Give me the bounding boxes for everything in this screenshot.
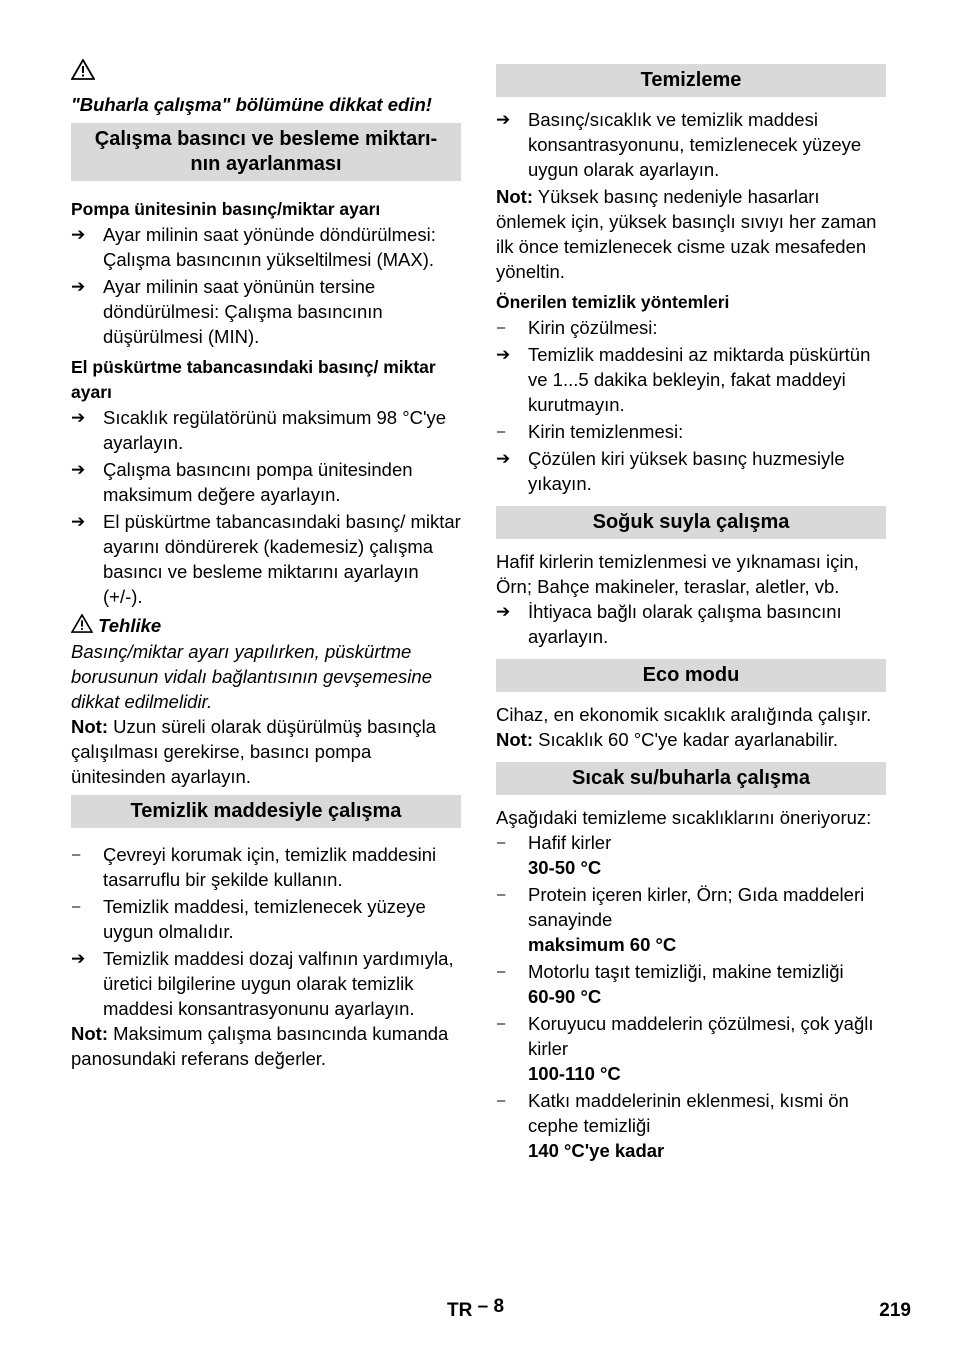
temperature-value: 60-90 °C: [528, 986, 602, 1007]
note-2: Not: Maksimum çalışma basıncında kumanda panosundaki referans değerler.: [71, 1023, 449, 1070]
list-item: ➔ Basınç/sıcaklık ve temizlik maddesi konsantrasyonunu, temizlenecek yüzeye uygun olarak ayarlayın.: [496, 109, 862, 180]
list-item: ➔ Çalışma basıncını pompa ünitesinden maksimum değere ayarlayın.: [71, 458, 413, 505]
arrow-icon: ➔: [71, 224, 86, 244]
arrow-icon: ➔: [496, 345, 511, 364]
section-title-eco-mode: Eco modu: [496, 659, 886, 692]
arrow-icon: ➔: [496, 110, 511, 129]
hot-intro: Aşağıdaki temizleme sıcaklıklarını öneriyoruz:: [496, 807, 872, 828]
temperature-value: maksimum 60 °C: [528, 934, 677, 955]
methods-heading: Önerilen temizlik yöntemleri: [496, 292, 730, 312]
section-title-hot-water: Sıcak su/buharla çalışma: [496, 762, 886, 795]
list-item: – Protein içeren kirler, Örn; Gıda maddeleri sanayinde: [497, 884, 865, 930]
warning-note: "Buharla çalışma" bölümüne dikkat edin!: [71, 93, 432, 115]
list-item: ➔ Sıcaklık regülatörünü maksimum 98 °C'ye ayarlayın.: [71, 406, 447, 453]
list-item: – Çevreyi korumak için, temizlik maddesini tasarruflu bir şekilde kullanın.: [72, 844, 437, 891]
warning-block: [71, 58, 461, 86]
dash-icon: –: [497, 1015, 506, 1032]
left-column: [71, 58, 461, 1071]
arrow-icon: ➔: [496, 602, 511, 621]
warning-triangle-icon: [71, 614, 93, 639]
arrow-icon: ➔: [71, 276, 86, 296]
arrow-icon: ➔: [71, 407, 86, 427]
dash-icon: –: [72, 846, 81, 864]
temperature-value: 140 °C'ye kadar: [528, 1140, 665, 1161]
list-item: – Kirin temizlenmesi:: [497, 421, 684, 442]
section-title-cleaning: Temizleme: [496, 64, 886, 97]
note-3: Not: Yüksek basınç nedeniyle hasarları önlemek için, yüksek basınçlı sıvıyı her zaman ilk önce temizlenecek cisme uzak mesafeden yöneltin.: [496, 186, 877, 282]
list-item: ➔ İhtiyaca bağlı olarak çalışma basıncını ayarlayın.: [496, 601, 842, 647]
cold-text: Hafif kirlerin temizlenmesi ve yıknaması için, Örn; Bahçe makineler, teraslar, aletler, vb.: [496, 551, 859, 597]
eco-text: Cihaz, en ekonomik sıcaklık aralığında çalışır.: [496, 704, 872, 725]
section-title-pressure-volume: Çalışma basıncı ve besleme miktarı- nın ayarlanması: [71, 123, 461, 181]
note-4: Not: Sıcaklık 60 °C'ye kadar ayarlanabilir.: [496, 729, 838, 750]
list-item: ➔ Çözülen kiri yüksek basınç huzmesiyle yıkayın.: [496, 448, 845, 494]
dash-icon: –: [72, 898, 81, 916]
right-column: [496, 64, 886, 1163]
arrow-icon: ➔: [496, 449, 511, 468]
dash-icon: –: [497, 423, 506, 440]
list-item: – Koruyucu maddelerin çözülmesi, çok yağlı kirler: [497, 1013, 874, 1059]
arrow-icon: ➔: [71, 459, 86, 479]
list-item: ➔ Ayar milinin saat yönünde döndürülmesi: Çalışma basıncının yükseltilmesi (MAX).: [71, 223, 436, 270]
page-number: 219: [879, 1300, 911, 1321]
list-item: ➔ Ayar milinin saat yönünün tersine döndürülmesi: Çalışma basıncının düşürülmesi (MIN).: [71, 275, 383, 347]
gun-heading: El püskürtme tabancasındaki basınç/ miktar ayarı: [71, 356, 436, 402]
arrow-icon: ➔: [71, 949, 86, 969]
list-item: – Katkı maddelerinin eklenmesi, kısmi ön cephe temizliği: [497, 1090, 849, 1136]
dash-icon: –: [497, 319, 506, 336]
list-item: – Kirin çözülmesi:: [497, 317, 658, 338]
arrow-icon: ➔: [71, 511, 86, 531]
note-1: Not: Uzun süreli olarak düşürülmüş basınçla çalışılması gerekirse, basıncı pompa ünitesinden ayarlayın.: [71, 716, 436, 788]
danger-label: Tehlike: [98, 614, 162, 636]
footer-section-page: – 8: [477, 1296, 505, 1317]
section-title-cold-water: Soğuk suyla çalışma: [496, 506, 886, 539]
danger-heading: [71, 613, 461, 640]
list-item: – Motorlu taşıt temizliği, makine temizliği: [497, 961, 844, 982]
list-item: ➔ Temizlik maddesini az miktarda püskürtün ve 1...5 dakika bekleyin, fakat maddeyi kurutmayın.: [496, 344, 871, 415]
dash-icon: –: [497, 963, 506, 980]
section-title-detergent: Temizlik maddesiyle çalışma: [71, 795, 461, 828]
danger-text: Basınç/miktar ayarı yapılırken, püskürtme borusunun vidalı bağlantısının gevşemesine dikkat edilmelidir.: [71, 641, 432, 713]
temperature-value: 30-50 °C: [528, 857, 602, 878]
dash-icon: –: [497, 886, 506, 903]
pump-heading: Pompa ünitesinin basınç/miktar ayarı: [71, 198, 381, 219]
list-item: – Temizlik maddesi, temizlenecek yüzeye uygun olmalıdır.: [72, 896, 426, 943]
dash-icon: –: [497, 834, 506, 851]
temperature-value: 100-110 °C: [528, 1063, 621, 1084]
warning-triangle-icon: [71, 59, 95, 86]
footer-language: TR – 8: [447, 1296, 505, 1321]
list-item: – Hafif kirler: [497, 832, 612, 853]
dash-icon: –: [497, 1092, 506, 1109]
list-item: ➔ Temizlik maddesi dozaj valfının yardımıyla, üretici bilgilerine uygun olarak temizlik maddesi konsantrasyonunu ayarlayın.: [71, 948, 454, 1020]
list-item: ➔ El püskürtme tabancasındaki basınç/ miktar ayarını döndürerek (kademesiz) çalışma basıncı ve besleme miktarını ayarlayın (+/-).: [71, 510, 461, 607]
